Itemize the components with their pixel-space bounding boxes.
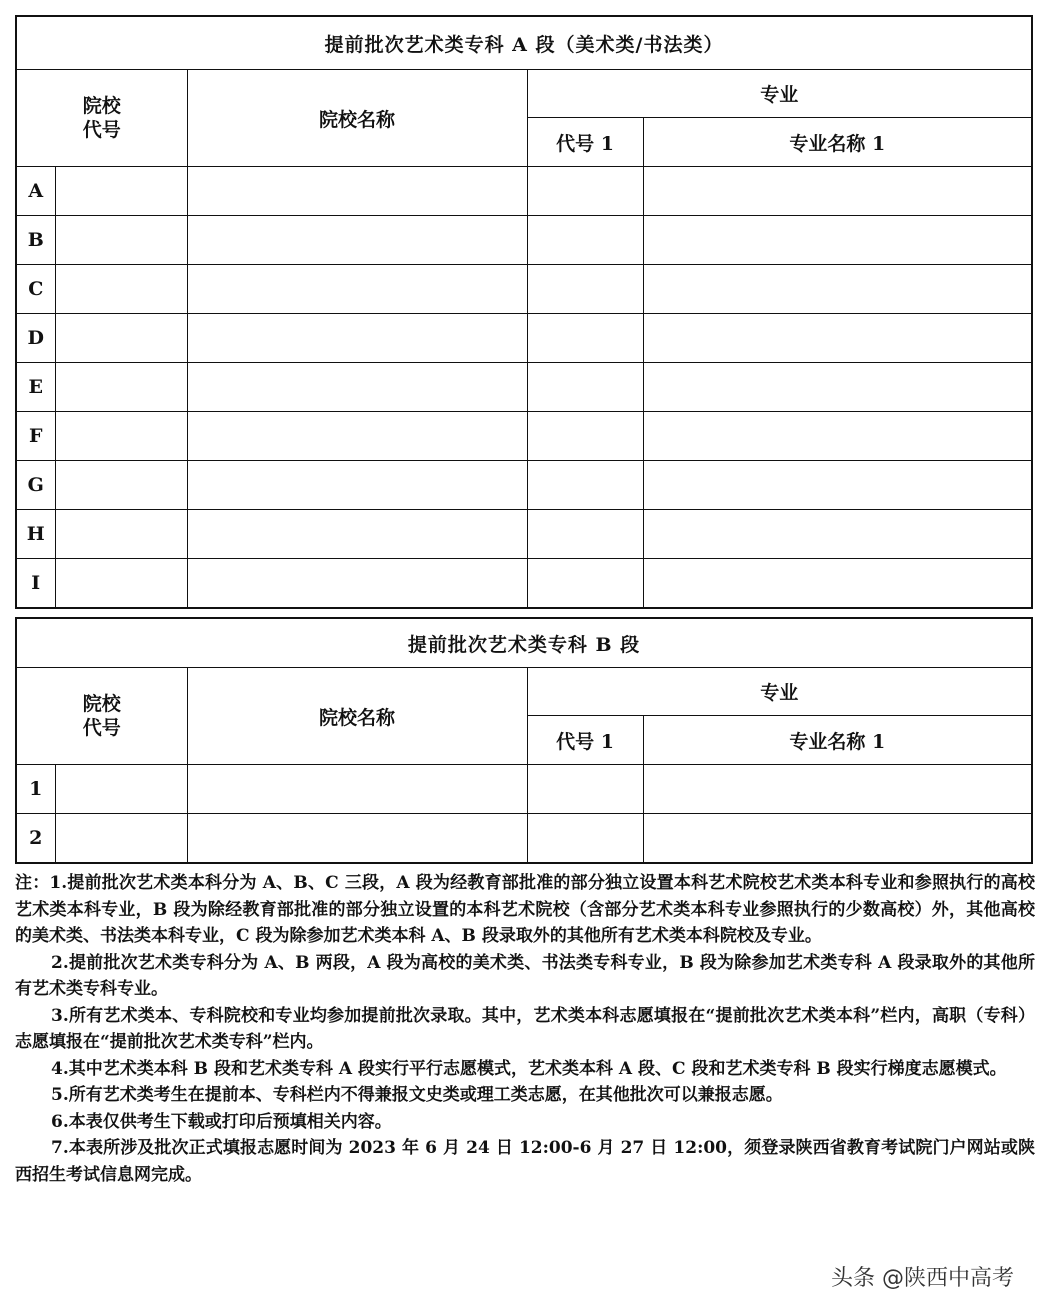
school-code-cell[interactable] bbox=[55, 314, 187, 363]
table-row bbox=[16, 412, 1032, 461]
section-b-table bbox=[15, 617, 1033, 864]
major-code-cell[interactable] bbox=[527, 363, 643, 412]
major-name-cell[interactable] bbox=[643, 167, 1032, 216]
major-code-cell[interactable] bbox=[527, 412, 643, 461]
major-name-cell[interactable] bbox=[643, 412, 1032, 461]
major-name-cell[interactable] bbox=[643, 765, 1032, 814]
major-code-cell[interactable] bbox=[527, 559, 643, 609]
school-name-cell[interactable] bbox=[187, 510, 527, 559]
row-label: 2 bbox=[16, 814, 55, 864]
major-name-cell[interactable] bbox=[643, 559, 1032, 609]
row-label: E bbox=[16, 363, 55, 412]
school-code-cell[interactable] bbox=[55, 461, 187, 510]
major-code-cell[interactable] bbox=[527, 461, 643, 510]
major-name-cell[interactable] bbox=[643, 461, 1032, 510]
watermark: 头条 @陕西中高考 bbox=[825, 1259, 1020, 1294]
note-item: 5.所有艺术类考生在提前本、专科栏内不得兼报文史类或理工类志愿，在其他批次可以兼报志愿。 bbox=[51, 1085, 783, 1105]
school-name-cell[interactable] bbox=[187, 314, 527, 363]
major-code-cell[interactable] bbox=[527, 167, 643, 216]
school-code-cell[interactable] bbox=[55, 412, 187, 461]
school-code-header-line1: 院校 bbox=[82, 693, 121, 715]
note-item: 注：1.提前批次艺术类本科分为 A、B、C 三段，A 段为经教育部批准的部分独立设置本科艺术院校艺术类本科专业和参照执行的高校艺术类本科专业，B 段为除经教育部批准的部分独立设置的本科艺术院校（含部分艺术类本科专业参照执行的少数高校）外，其他高校的美术类、书法类本科专业，C 段为除参加艺术类本科 A、B 段录取外的其他所有艺术类本科院校及专业。 bbox=[15, 873, 1035, 946]
section-b-title: 提前批次艺术类专科 B 段 bbox=[16, 618, 1032, 668]
school-code-cell[interactable] bbox=[55, 814, 187, 864]
table-row bbox=[16, 216, 1032, 265]
row-label: A bbox=[16, 167, 55, 216]
major-code-cell[interactable] bbox=[527, 510, 643, 559]
school-name-cell[interactable] bbox=[187, 765, 527, 814]
note-item: 6.本表仅供考生下载或打印后预填相关内容。 bbox=[51, 1111, 392, 1132]
note-item: 3.所有艺术类本、专科院校和专业均参加提前批次录取。其中，艺术类本科志愿填报在“提前批次艺术类本科”栏内，高职（专科）志愿填报在“提前批次艺术类专科”栏内。 bbox=[15, 1005, 1035, 1052]
major-header: 专业 bbox=[527, 70, 1032, 118]
school-code-cell[interactable] bbox=[55, 216, 187, 265]
school-name-cell[interactable] bbox=[187, 216, 527, 265]
notes bbox=[15, 870, 1035, 1188]
school-code-cell[interactable] bbox=[55, 765, 187, 814]
school-code-cell[interactable] bbox=[55, 265, 187, 314]
school-name-cell[interactable] bbox=[187, 167, 527, 216]
school-code-cell[interactable] bbox=[55, 167, 187, 216]
note-item: 7.本表所涉及批次正式填报志愿时间为 2023 年 6 月 24 日 12:00-6 月 27 日 12:00，须登录陕西省教育考试院门户网站或陕西招生考试信息网完成。 bbox=[15, 1138, 1035, 1185]
row-label: B bbox=[16, 216, 55, 265]
major-code-cell[interactable] bbox=[527, 314, 643, 363]
table-row bbox=[16, 814, 1032, 864]
row-label: F bbox=[16, 412, 55, 461]
row-label: G bbox=[16, 461, 55, 510]
major-code-cell[interactable] bbox=[527, 265, 643, 314]
note-item: 2.提前批次艺术类专科分为 A、B 两段，A 段为高校的美术类、书法类专科专业，B 段为除参加艺术类专科 A 段录取外的其他所有艺术类专科专业。 bbox=[15, 952, 1035, 999]
school-code-cell[interactable] bbox=[55, 363, 187, 412]
major-name-header: 专业名称 1 bbox=[643, 118, 1032, 167]
school-code-cell[interactable] bbox=[55, 510, 187, 559]
major-code-header: 代号 1 bbox=[527, 118, 643, 167]
school-name-header: 院校名称 bbox=[187, 70, 527, 167]
row-label: C bbox=[16, 265, 55, 314]
row-label: H bbox=[16, 510, 55, 559]
table-row bbox=[16, 363, 1032, 412]
section-a-title: 提前批次艺术类专科 A 段（美术类/书法类） bbox=[16, 16, 1032, 70]
major-name-cell[interactable] bbox=[643, 510, 1032, 559]
school-name-cell[interactable] bbox=[187, 363, 527, 412]
table-row bbox=[16, 559, 1032, 609]
major-name-cell[interactable] bbox=[643, 216, 1032, 265]
school-name-cell[interactable] bbox=[187, 814, 527, 864]
major-header: 专业 bbox=[527, 668, 1032, 716]
row-label: I bbox=[16, 559, 55, 609]
school-code-header bbox=[16, 668, 187, 765]
school-name-cell[interactable] bbox=[187, 461, 527, 510]
major-name-header: 专业名称 1 bbox=[643, 716, 1032, 765]
major-code-cell[interactable] bbox=[527, 216, 643, 265]
school-code-header-line2: 代号 bbox=[82, 119, 121, 141]
row-label: D bbox=[16, 314, 55, 363]
school-code-header-line2: 代号 bbox=[82, 717, 121, 739]
note-item: 4.其中艺术类本科 B 段和艺术类专科 A 段实行平行志愿模式，艺术类本科 A 段、C 段和艺术类专科 B 段实行梯度志愿模式。 bbox=[51, 1058, 1007, 1079]
major-code-cell[interactable] bbox=[527, 765, 643, 814]
school-name-cell[interactable] bbox=[187, 412, 527, 461]
table-row bbox=[16, 461, 1032, 510]
school-code-header-line1: 院校 bbox=[82, 95, 121, 117]
table-row bbox=[16, 510, 1032, 559]
school-code-header bbox=[16, 70, 187, 167]
major-code-header: 代号 1 bbox=[527, 716, 643, 765]
major-name-cell[interactable] bbox=[643, 363, 1032, 412]
major-name-cell[interactable] bbox=[643, 314, 1032, 363]
table-row bbox=[16, 167, 1032, 216]
table-row bbox=[16, 765, 1032, 814]
school-name-cell[interactable] bbox=[187, 265, 527, 314]
major-name-cell[interactable] bbox=[643, 814, 1032, 864]
table-row bbox=[16, 314, 1032, 363]
school-code-cell[interactable] bbox=[55, 559, 187, 609]
major-code-cell[interactable] bbox=[527, 814, 643, 864]
school-name-header: 院校名称 bbox=[187, 668, 527, 765]
section-a-table bbox=[15, 15, 1033, 609]
major-name-cell[interactable] bbox=[643, 265, 1032, 314]
row-label: 1 bbox=[16, 765, 55, 814]
table-row bbox=[16, 265, 1032, 314]
school-name-cell[interactable] bbox=[187, 559, 527, 609]
